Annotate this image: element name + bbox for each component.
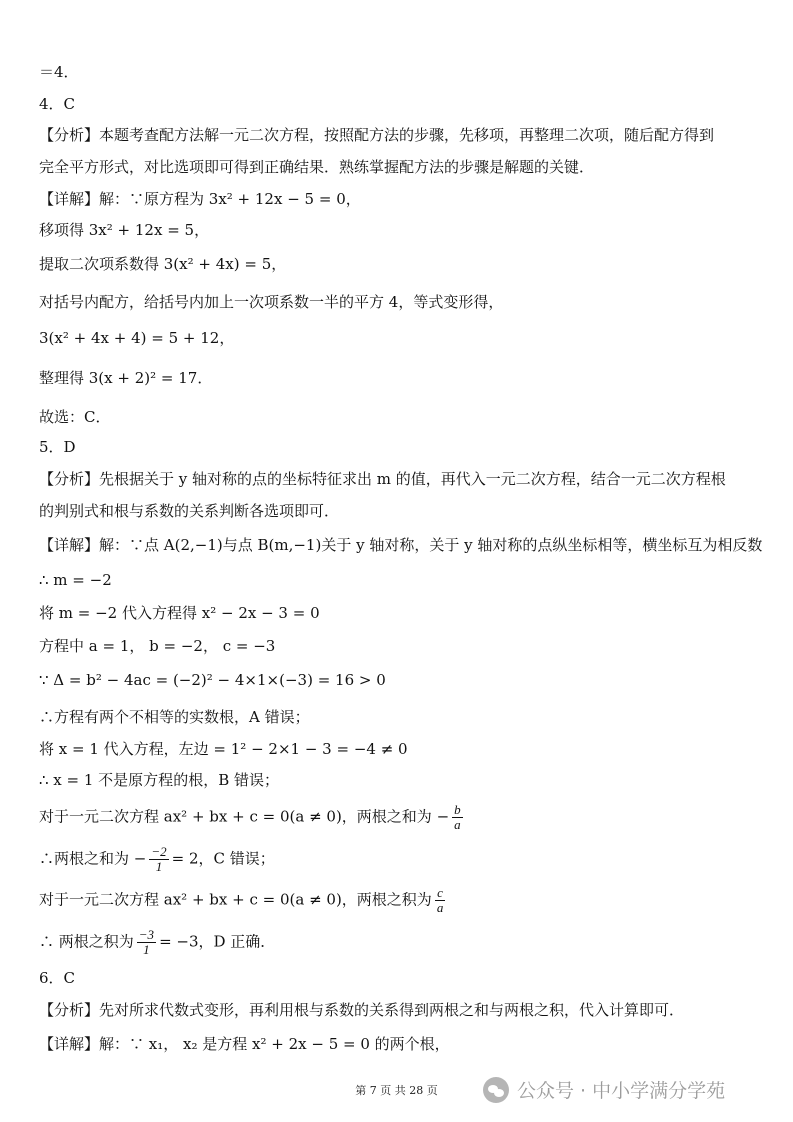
- numerator: b: [454, 802, 461, 817]
- text-line: 【分析】本题考查配方法解一元二次方程，按照配方法的步骤，先移项，再整理二次项，随后配方得到: [39, 126, 715, 144]
- watermark: [483, 1076, 725, 1103]
- text-line: 【分析】先根据关于 y 轴对称的点的坐标特征求出 m 的值，再代入一元二次方程，结合一元二次方程根: [39, 470, 726, 488]
- text-line: 提取二次项系数得 3(x² + 4x) = 5，: [39, 255, 287, 273]
- text-line: 【详解】解：∵原方程为 3x² + 12x − 5 = 0，: [39, 190, 361, 208]
- text-line: ∴ m = −2: [39, 571, 112, 589]
- fraction: [149, 845, 168, 874]
- text-segment: ∴ 两根之积为: [39, 932, 134, 951]
- question-number: 4．C: [39, 95, 76, 113]
- text-line: 【详解】解：∵ x₁， x₂ 是方程 x² + 2x − 5 = 0 的两个根，: [39, 1035, 450, 1053]
- fraction: [452, 803, 463, 832]
- text-line: 故选：C．: [39, 408, 111, 426]
- fraction-line: [39, 928, 275, 957]
- text-line: ∴ x = 1 不是原方程的根，B 错误；: [39, 771, 279, 789]
- text-line: 对括号内配方，给括号内加上一次项系数一半的平方 4，等式变形得，: [39, 293, 504, 311]
- denominator: 1: [155, 859, 163, 874]
- watermark-text: 公众号 · 中小学满分学苑: [517, 1080, 726, 1102]
- text-segment: = −3，D 正确．: [159, 932, 276, 951]
- text-segment: 对于一元二次方程 ax² + bx + c = 0(a ≠ 0)，两根之积为: [39, 890, 432, 909]
- text-line: 将 m = −2 代入方程得 x² − 2x − 3 = 0: [39, 604, 320, 622]
- denominator: 1: [143, 942, 150, 957]
- text-line: 完全平方形式，对比选项即可得到正确结果．熟练掌握配方法的步骤是解题的关键．: [39, 158, 595, 176]
- text-segment: = 2，C 错误；: [171, 849, 275, 868]
- fraction-line: [39, 845, 275, 874]
- fraction: [137, 928, 156, 957]
- text-line: 【详解】解：∵点 A(2,−1)与点 B(m,−1)关于 y 轴对称，关于 y 轴对称的点纵坐标相等，横坐标互为相反数: [39, 536, 763, 554]
- fraction-line: [39, 886, 448, 915]
- question-number: 5．D: [39, 438, 76, 456]
- numerator: −3: [138, 927, 155, 942]
- text-line: ∵ Δ = b² − 4ac = (−2)² − 4×1×(−3) = 16 > 0: [39, 671, 386, 689]
- fraction: [435, 886, 446, 915]
- numerator: c: [437, 885, 443, 900]
- page-footer: 第 7 页 共 28 页: [355, 1084, 438, 1097]
- denominator: a: [454, 817, 461, 832]
- text-line: 【分析】先对所求代数式变形，再利用根与系数的关系得到两根之和与两根之积，代入计算即可．: [39, 1001, 685, 1019]
- wechat-icon: [483, 1077, 509, 1103]
- text-segment: 对于一元二次方程 ax² + bx + c = 0(a ≠ 0)，两根之和为 −: [39, 807, 450, 826]
- text-line: 整理得 3(x + 2)² = 17．: [39, 369, 213, 387]
- text-line: 将 x = 1 代入方程，左边 = 1² − 2×1 − 3 = −4 ≠ 0: [39, 740, 408, 758]
- text-segment: ∴两根之和为 −: [39, 849, 147, 868]
- denominator: a: [436, 900, 444, 915]
- numerator: −2: [151, 844, 167, 859]
- text-line: 3(x² + 4x + 4) = 5 + 12，: [39, 329, 235, 347]
- fraction-line: [39, 803, 466, 832]
- text-line: 的判别式和根与系数的关系判断各选项即可．: [39, 502, 340, 520]
- text-line: 移项得 3x² + 12x = 5，: [39, 221, 210, 239]
- text-line: ∴方程有两个不相等的实数根，A 错误；: [39, 708, 310, 726]
- question-number: 6．C: [39, 969, 76, 987]
- text-line: 方程中 a = 1， b = −2， c = −3: [39, 637, 276, 655]
- text-line: ＝4．: [39, 63, 79, 81]
